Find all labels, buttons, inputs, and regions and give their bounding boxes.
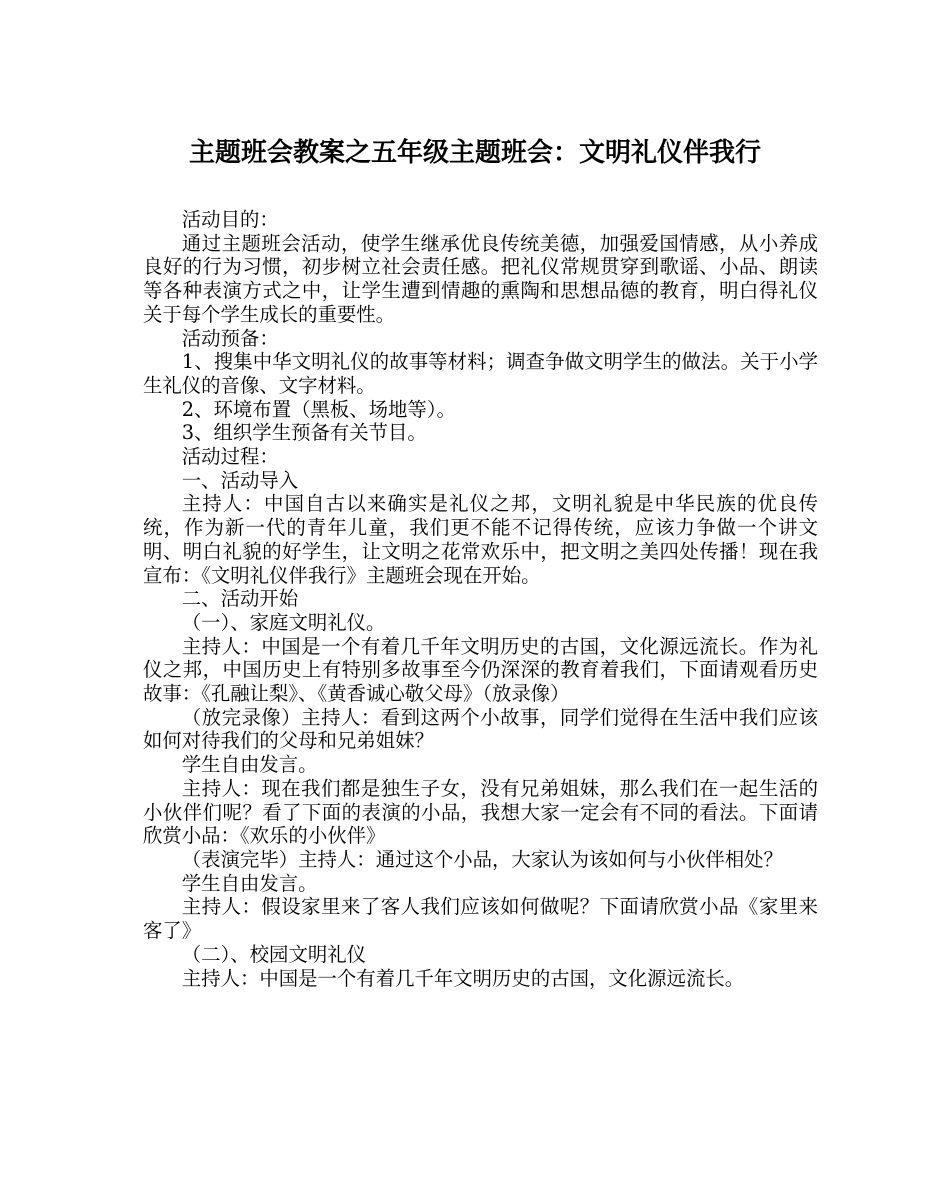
paragraph: 活动过程： (181, 445, 279, 469)
document-body (143, 208, 818, 990)
paragraph: 活动预备： (181, 326, 279, 350)
paragraph: 2、环境布置（黑板、场地等）。 (181, 397, 456, 421)
paragraph: 通过主题班会活动，使学生继承优良传统美德，加强爱国情感，从小养成良好的行为习惯，初步树立社会责任感。把礼仪常规贯穿到歌谣、小品、朗读等各种表演方式之中，让学生遭到情趣的熏陶和思想品德的教育，明白得礼仪关于每个学生成长的重要性。 (143, 231, 818, 326)
paragraph: （一）、家庭文明礼仪。 (181, 610, 386, 634)
paragraph: 主持人：中国是一个有着几千年文明历史的古国，文化源远流长。作为礼仪之邦，中国历史上有特别多故事至今仍深深的教育着我们，下面请观看历史故事：《孔融让梨》、《黄香诚心敬父母》（放录像） (143, 634, 818, 706)
paragraph: 学生自由发言。 (181, 871, 318, 895)
paragraph: 一、活动导入 (181, 468, 299, 492)
paragraph: 主持人：假设家里来了客人我们应该如何做呢？下面请欣赏小品《家里来客了》 (143, 895, 818, 943)
paragraph: 3、组织学生预备有关节目。 (181, 421, 427, 445)
paragraph: 二、活动开始 (181, 587, 299, 611)
paragraph: 学生自由发言。 (181, 753, 318, 777)
paragraph: （放完录像）主持人：看到这两个小故事，同学们觉得在生活中我们应该如何对待我们的父母和兄弟姐妹？ (143, 705, 818, 753)
document-title: 主题班会教案之五年级主题班会：文明礼仪伴我行 (188, 138, 761, 168)
paragraph: （二）、校园文明礼仪 (181, 942, 367, 966)
paragraph: 主持人：中国自古以来确实是礼仪之邦，文明礼貌是中华民族的优良传统，作为新一代的青年儿童，我们更不能不记得传统，应该力争做一个讲文明、明白礼貌的好学生，让文明之花常欢乐中，把文明之美四处传播！现在我宣布：《文明礼仪伴我行》主题班会现在开始。 (143, 492, 818, 587)
paragraph: 活动目的： (181, 208, 279, 231)
paragraph: 1、搜集中华文明礼仪的故事等材料；调查争做文明学生的做法。关于小学生礼仪的音像、文字材料。 (143, 350, 818, 397)
paragraph: （表演完毕）主持人：通过这个小品，大家认为该如何与小伙伴相处？ (181, 847, 783, 871)
paragraph: 主持人：现在我们都是独生子女，没有兄弟姐妹，那么我们在一起生活的小伙伴们呢？看了下面的表演的小品，我想大家一定会有不同的看法。下面请欣赏小品：《欢乐的小伙伴》 (143, 776, 818, 848)
paragraph: 主持人：中国是一个有着几千年文明历史的古国，文化源远流长。 (181, 966, 745, 990)
